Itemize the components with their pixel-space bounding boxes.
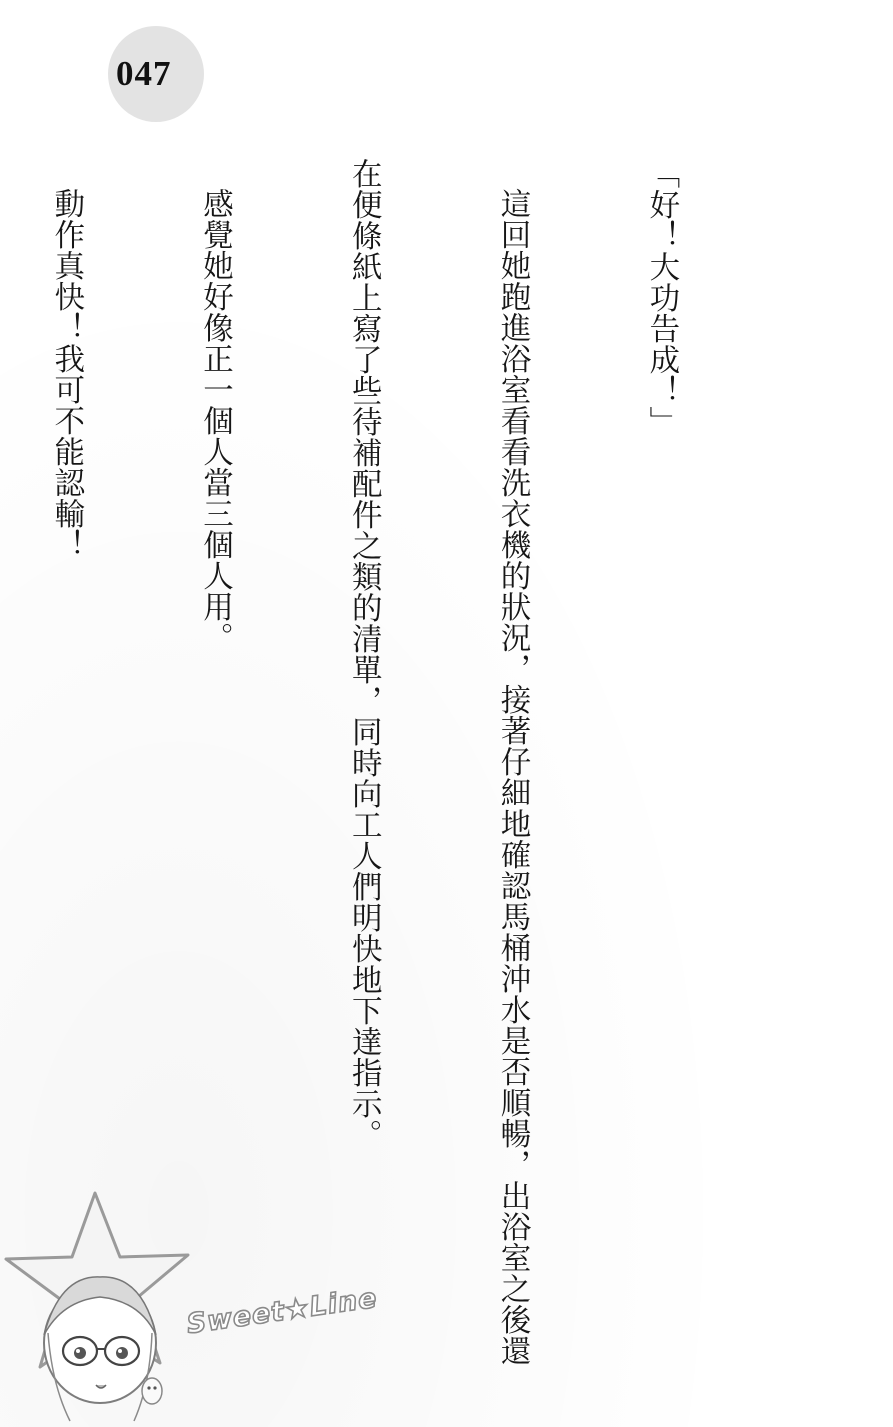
paragraph: 這回她跑進浴室看看洗衣機的狀況，接著仔細地確認馬桶沖水是否順暢，出浴室之後還 (495, 188, 531, 1366)
paragraph: 感覺她好像正一個人當三個人用。 (197, 188, 233, 653)
paragraph: 在便條紙上寫了些待補配件之類的清單，同時向工人們明快地下達指示。 (346, 158, 382, 1150)
page-number: 047 (116, 54, 172, 93)
paragraph: 動作真快！我可不能認輸！ (48, 188, 84, 560)
sweet-line-logo: Sweet★Line (184, 1282, 380, 1341)
paragraph: 「好！大功告成！」 (643, 158, 679, 437)
